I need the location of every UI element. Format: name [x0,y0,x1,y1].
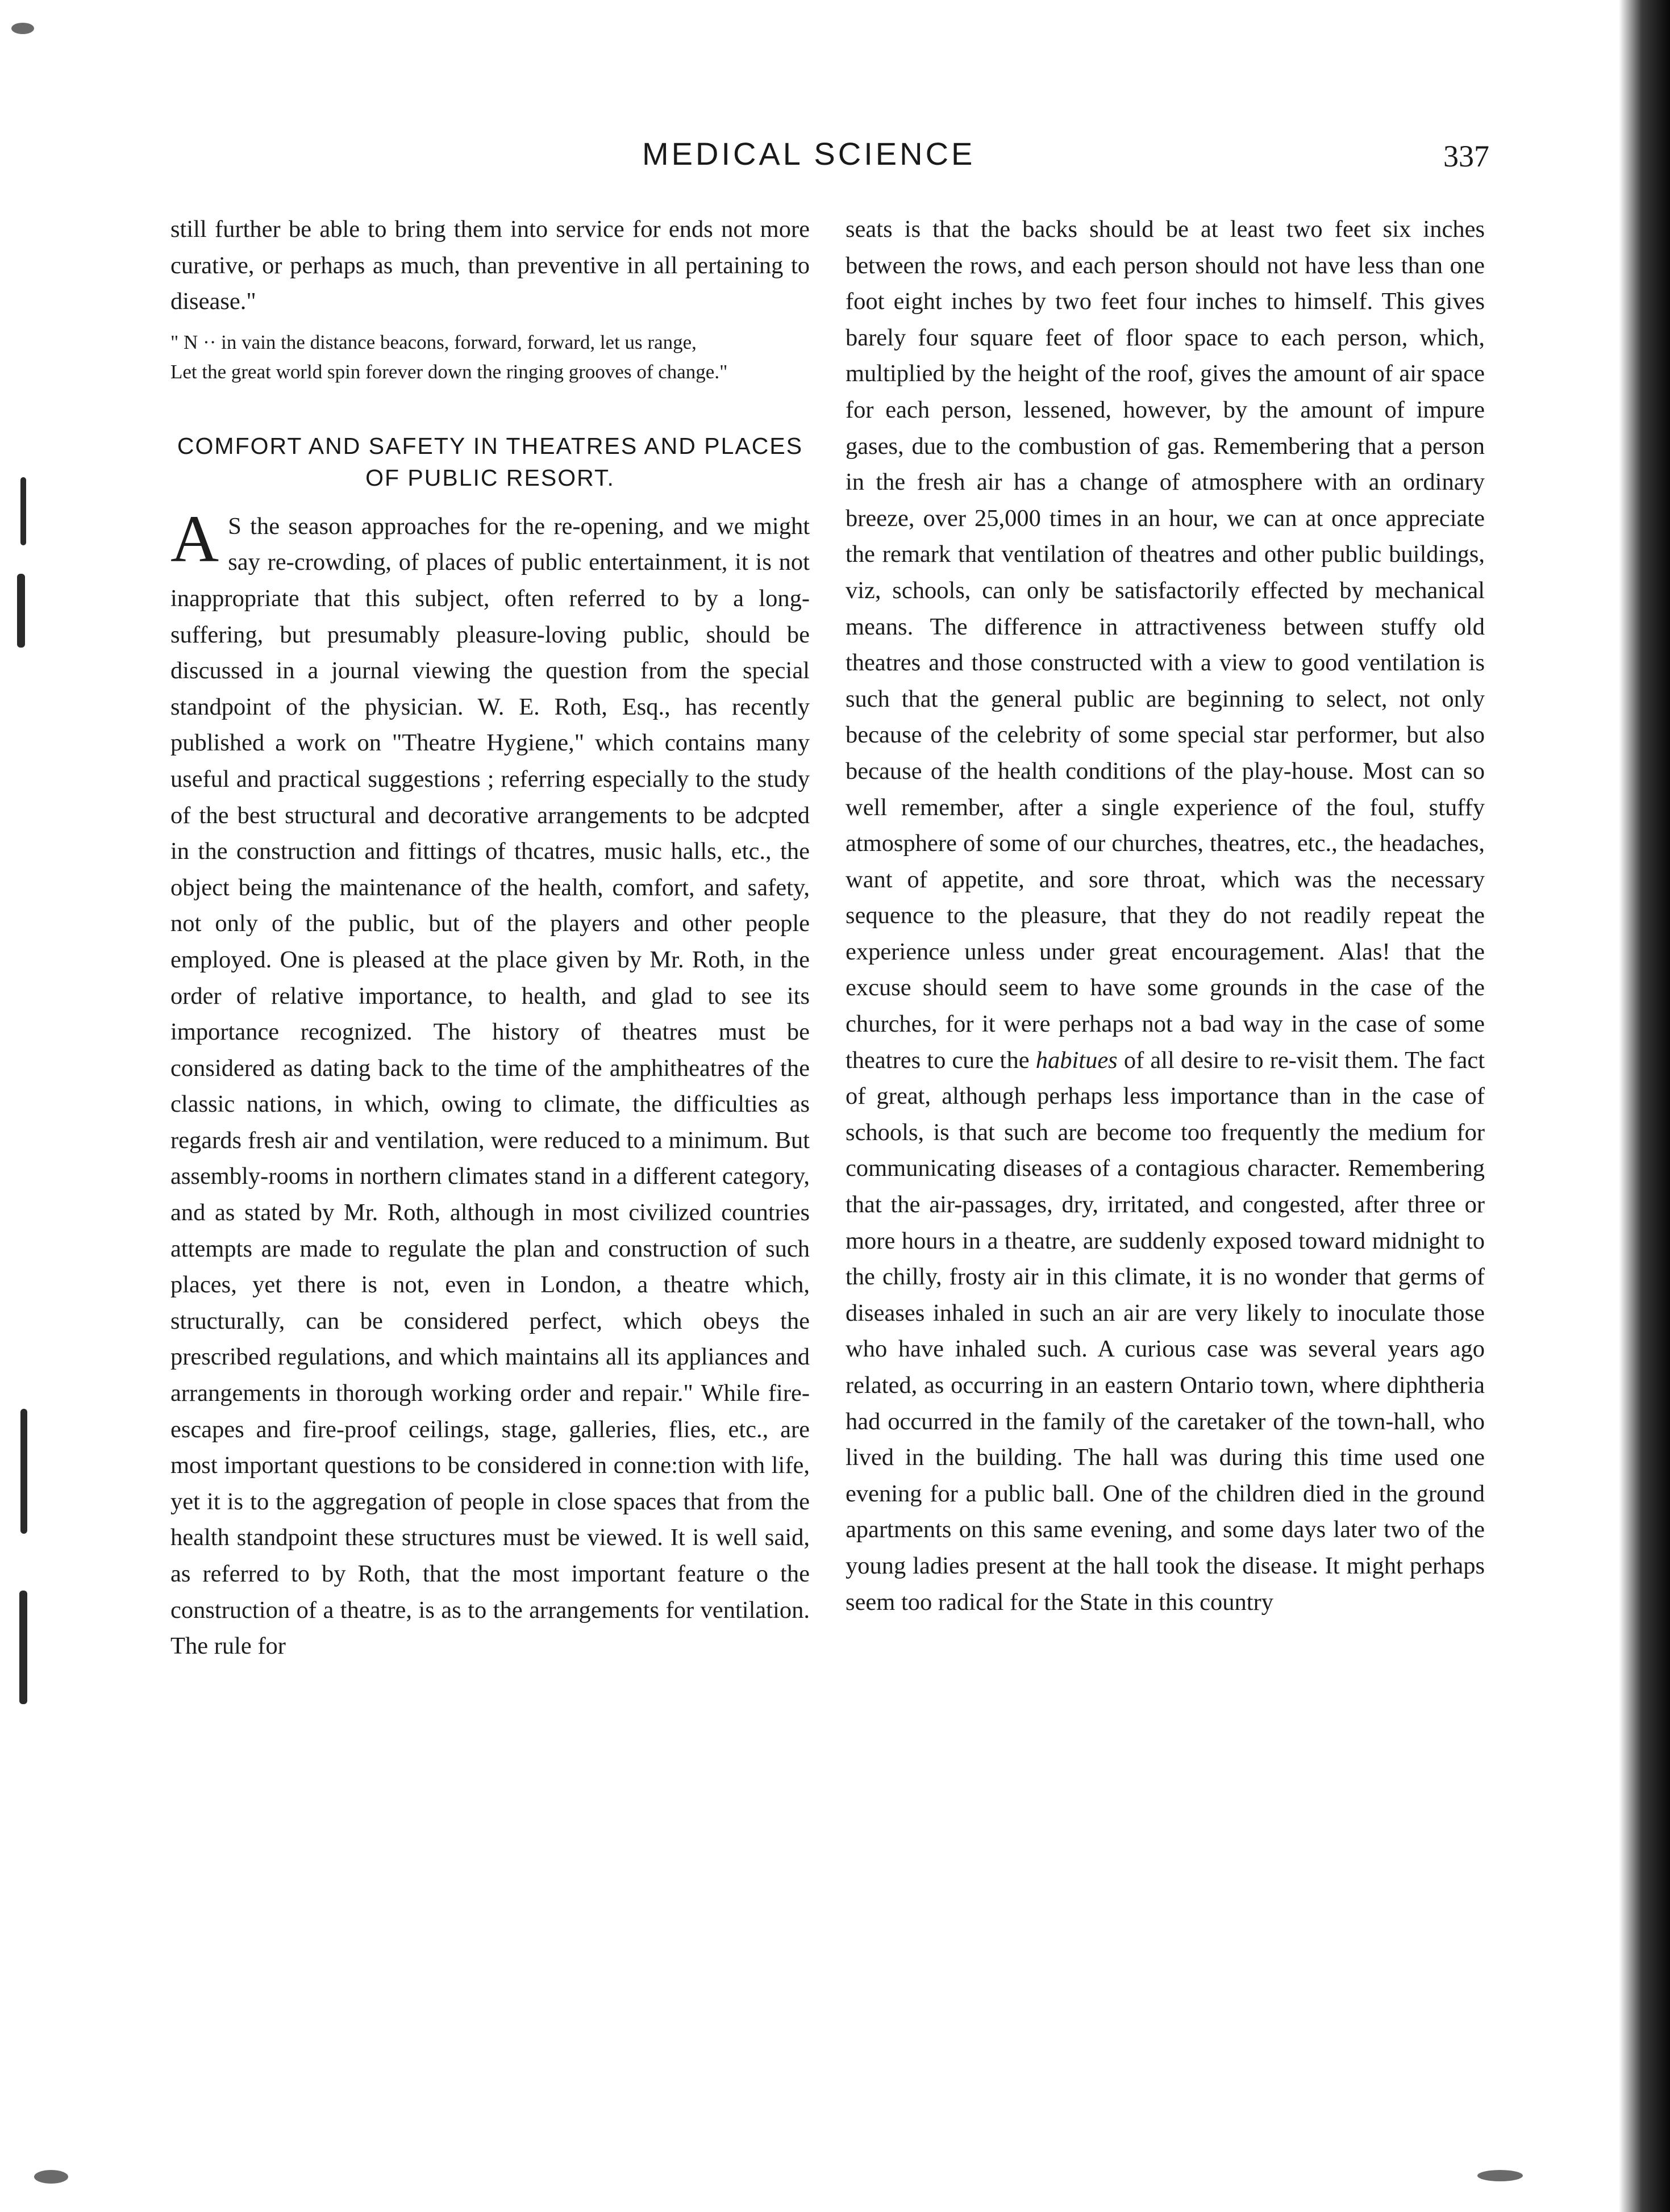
margin-mark [19,1591,27,1704]
left-column [170,211,810,1664]
page-number: 337 [1443,139,1489,173]
scan-page-edge [1619,0,1670,2212]
margin-mark [17,574,25,648]
article-heading: COMFORT AND SAFETY IN THEATRES AND PLACES OF PUBLIC RESORT. [177,432,803,491]
scan-speck [11,23,34,34]
margin-mark [20,1409,27,1534]
article-body-text: S the season approaches for the re-opening, and we might say re-crowding, of places of public entertainment, it is not inappropriate that this subject, often referred to by a long-suffering, but presumably pleasure-loving public, should be discussed in a journal viewing the question from the special standpoint of the physician. W. E. Roth, Esq., has recently published a work on "Theatre Hygiene," which contains many useful and practical suggestions ; referring especially to the study of the best structural and decorative arrangements to be adcpted in the construction and fittings of thcatres, music halls, etc., the object being the maintenance of the health, comfort, and safety, not only of the public, but of the players and other people employed. One is pleased at the place given by Mr. Roth, in the order of relative importance, to health, and glad to see its importance recognized. The history of theatres must be considered as dating back to the time of the amphitheatres of the classic nations, in which, owing to climate, the difficulties as regards fresh air and ventilation, were reduced to a minimum. But assembly-rooms in northern climates stand in a different category, and as stated by Mr. Roth, although in most civilized countries attempts are made to regulate the plan and construction of such places, yet there is not, even in London, a theatre which, structurally, can be considered perfect, which obeys the prescribed regulations, and which maintains all its appliances and arrangements in thorough working order and repair." While fire-escapes and fire-proof ceilings, stage, galleries, flies, etc., are most important questions to be considered in conne:tion with life, yet it is to the aggregation of people in close spaces that from the health standpoint these structures must be viewed. It is well said, as referred to by Roth, that the most important feature o the construction of a theatre, is as to the arrangements for ventilation. The rule for [170,512,810,1660]
intro-paragraph: still further be able to bring them into service for ends not more curative, or perhaps as much, than preventive in all pertaining to disease." [170,216,810,315]
running-title: MEDICAL SCIENCE [642,136,976,172]
right-text-part-2: of all desire to re-visit them. The fact of great, although perhaps less importance than in the case of schools, is that such are become too frequently the medium for communicating diseases of a contagious character. Remembering that the air-passages, dry, irritated, and congested, after three or more hours in a theatre, are suddenly exposed toward midnight to the chilly, frosty air in this climate, it is no wonder that germs of diseases inhaled in such an air are very likely to inoculate those who have inhaled such. A curious case was several years ago related, as occurring in an eastern Ontario town, where diphtheria had occurred in the family of the caretaker of the town-hall, who lived in the building. The hall was during this time used one evening for a public ball. One of the children died in the ground apartments on this same evening, and some days later two of the young ladies present at the hall took the disease. It might perhaps seem too radical for the State in this country [846,1046,1485,1616]
right-column-text [846,211,1485,1620]
italic-term: habitues [1035,1046,1118,1074]
article-body [170,501,810,1664]
right-column [846,211,1485,1620]
margin-mark [20,477,26,545]
scan-speck [34,2170,68,2184]
running-header [0,135,1670,181]
poem-quote [170,328,810,387]
scan-speck [1477,2170,1523,2181]
drop-cap: A [170,501,219,576]
poem-verse-2: Let the great world spin forever down the ringing grooves of change." [170,360,728,383]
right-text-part-1: seats is that the backs should be at least two feet six inches between the rows, and each person should not have less than one foot eight inches by two feet four inches to himself. This gives barely four square feet of floor space to each person, which, multiplied by the height of the roof, gives the amount of air space for each person, lessened, however, by the amount of impure gases, due to the combustion of gas. Remembering that a person in the fresh air has a change of atmosphere with an ordinary breeze, over 25,000 times in an hour, we can at once appreciate the remark that ventilation of theatres and other public buildings, viz, schools, can only be satisfactorily effected by mechanical means. The difference in attractiveness between stuffy old theatres and those constructed with a view to good ventilation is such that the general public are beginning to select, not only because of the celebrity of some special star performer, but also because of the health conditions of the play-house. Most can so well remember, after a single experience of the foul, stuffy atmosphere of some of our churches, theatres, etc., the headaches, want of appetite, and sore throat, which was the necessary sequence to the pleasure, that they do not readily repeat the experience unless under great encouragement. Alas! that the excuse should seem to have some grounds in the case of the churches, for it were perhaps not a bad way in the case of some theatres to cure the [846,216,1485,1074]
poem-verse-1: " N ·· in vain the distance beacons, forward, forward, let us range, [170,331,697,353]
